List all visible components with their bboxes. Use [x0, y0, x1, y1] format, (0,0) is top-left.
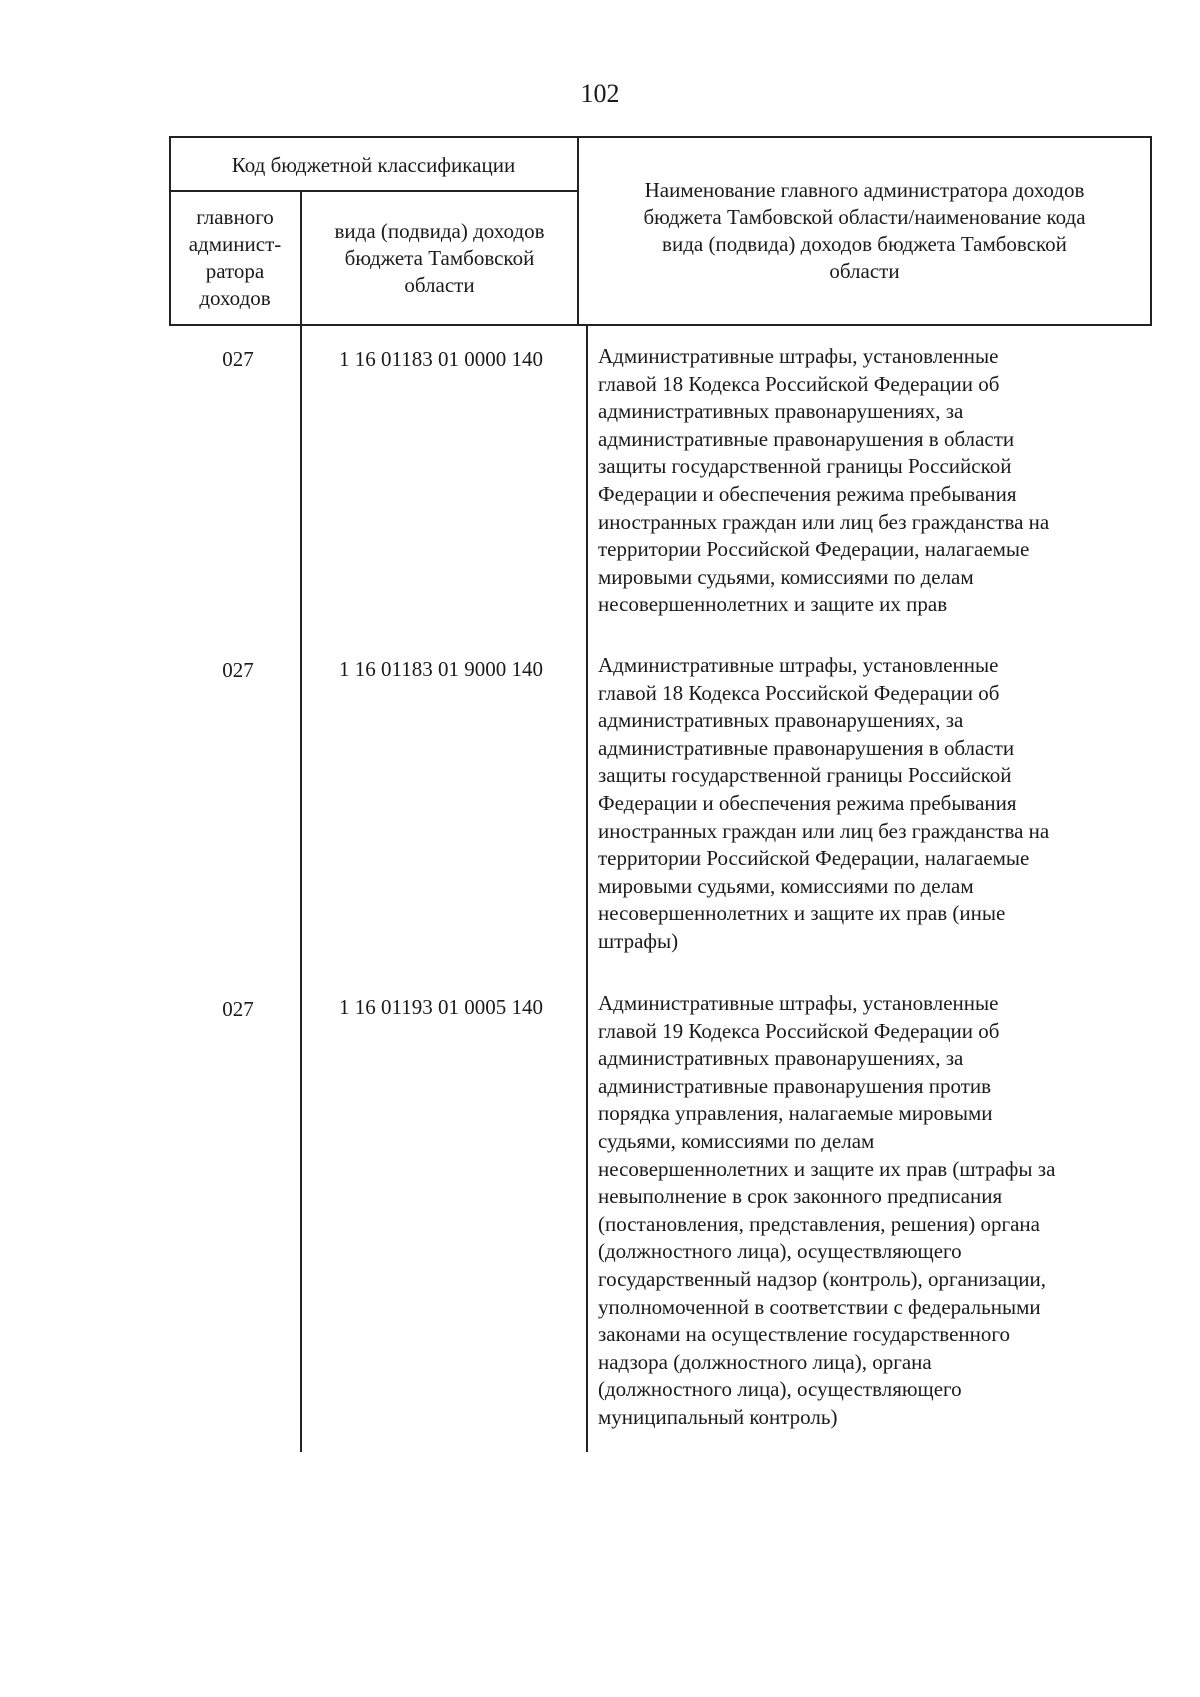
- row-2-admin-code: 027: [222, 658, 254, 682]
- row-1-name: Административные штрафы, установленные главой 18 Кодекса Российской Федерации об административных правонарушениях, за административные правонарушения в области защиты государственной границы Российской Федерации и обеспечения режима пребывания иностранных граждан или лиц без гражданства на территории Российской Федерации, налагаемые мировыми судьями, комиссиями по делам несовершеннолетних и защите их прав: [598, 344, 1050, 617]
- row-1-kind-code: 1 16 01183 01 0000 140: [339, 347, 543, 371]
- row-3-name: Административные штрафы, установленные главой 19 Кодекса Российской Федерации об административных правонарушениях, за административные правонарушения против порядка управления, налагаемые мировыми судьями, комиссиями по делам несовершеннолетних и защите их прав (штрафы за невыполнение в срок законного предписания (постановления, представления, решения) органа (должностного лица), осуществляющего государственный надзор (контроль), организации, уполномоченной в соответствии с федеральными законами на осуществление государственного надзора (должностного лица), органа (должностного лица), осуществляющего муниципальный контроль): [598, 991, 1056, 1429]
- row-1-admin-code: 027: [222, 347, 254, 371]
- row-3-kind-code: 1 16 01193 01 0005 140: [339, 995, 543, 1019]
- row-2-kind-code: 1 16 01183 01 9000 140: [339, 657, 543, 681]
- table-right-border-header: [1150, 136, 1152, 326]
- header-col-admin: главного админист- ратора доходов: [188, 205, 282, 310]
- header-group-label: Код бюджетной классификации: [231, 152, 516, 177]
- row-3-admin-code: 027: [222, 997, 254, 1021]
- page-number: 102: [580, 79, 620, 108]
- header-col-name: Наименование главного администратора доходов бюджета Тамбовской области/наименование кода вида (подвида) доходов бюджета Тамбовской области: [643, 178, 1086, 283]
- header-col-kind: вида (подвида) доходов бюджета Тамбовской области: [334, 218, 545, 297]
- col-divider-kind-name-body: [586, 324, 588, 1452]
- row-2-name: Административные штрафы, установленные главой 18 Кодекса Российской Федерации об административных правонарушениях, за административные правонарушения в области защиты государственной границы Российской Федерации и обеспечения режима пребывания иностранных граждан или лиц без гражданства на территории Российской Федерации, налагаемые мировыми судьями, комиссиями по делам несовершеннолетних и защите их прав (иные штрафы): [598, 653, 1050, 953]
- header-bottom-border: [169, 324, 1152, 326]
- col-divider-admin-kind: [300, 190, 302, 1452]
